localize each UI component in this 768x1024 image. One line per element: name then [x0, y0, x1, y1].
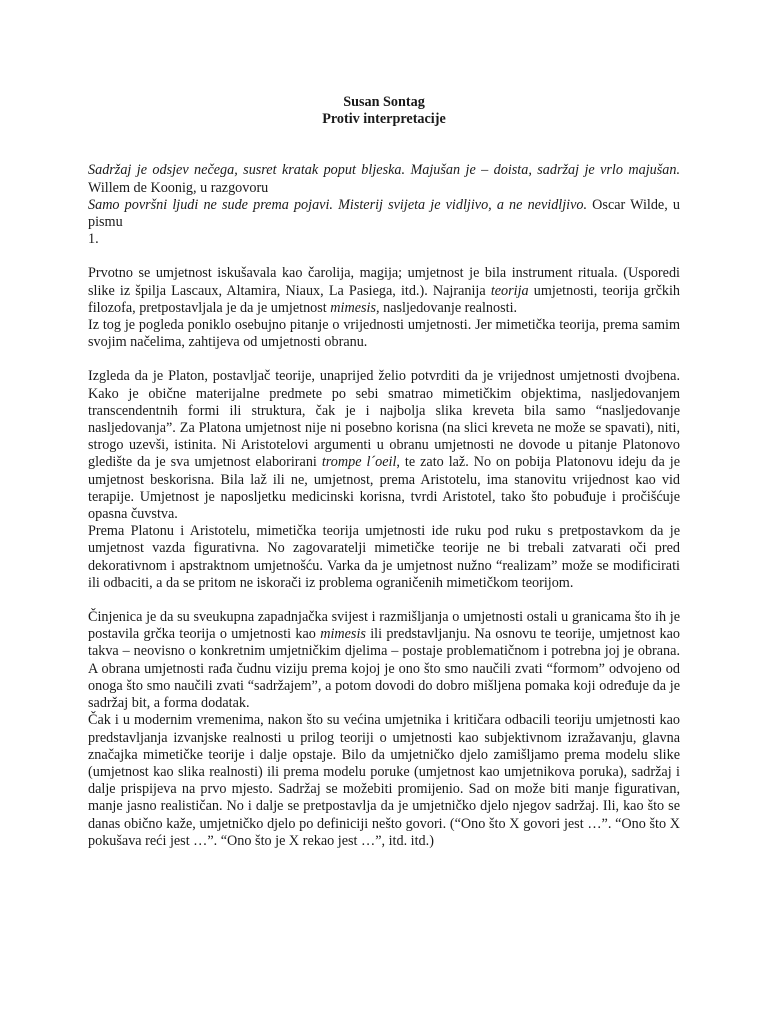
- paragraph-6: Čak i u modernim vremenima, nakon što su većina umjetnika i kritičara odbacili teoriju umjetnosti kao predstavljanja izvanjske realnosti u prilog teoriji o umjetnosti kao subjektivnom izražavanju, glavna značajka mimetičke teorije i dalje opstaje. Bilo da umjetničko djelo zamišljamo prema modelu slike (umjetnost kao slika realnosti) ili prema modelu poruke (umjetnost kao umjetnikova poruka), sadržaj i dalje prispijeva na prvo mjesto. Sadržaj se možebiti promijenio. Sad on može biti manje figurativan, manje jasno realističan. No i dalje se pretpostavlja da je umjetničko djelo njegov sadržaj. Ili, kao što se danas obično kaže, umjetničko djelo po definiciji nešto govori. (“Ono što X govori jest …”. “Ono što X pokušava reći jest …”. “Ono što je X rekao jest …”, itd. itd.): [88, 712, 680, 849]
- spacer: [88, 145, 680, 162]
- epigraph-2-quote: Samo površni ljudi ne sude prema pojavi. Misterij svijeta je vidljivo, a ne nevidljivo.: [88, 196, 588, 213]
- epigraph-2-attribution: Oscar Wilde, u pismu: [88, 196, 680, 231]
- epigraph-2: [88, 197, 680, 231]
- paragraph-3-text-c: , te zato laž. No on pobija Platonovu ideju da je umjetnost beskorisna. Bila laž ili ne, umjetnost, prema Aristotelu, ima stanovitu vrijednost kao vid terapije. Umjetnost je naposljetku medicinski korisna, tvrdi Aristotel, tako što pobuđuje i pročišćuje opasna čuvstva.: [88, 454, 681, 523]
- document-page: [88, 94, 680, 850]
- paragraph-2: Iz tog je pogleda poniklo osebujno pitanje o vrijednosti umjetnosti. Jer mimetička teorija, prema samim svojim načelima, zahtijeva od umjetnosti obranu.: [88, 317, 680, 351]
- paragraph-1-text-a: Prvotno se umjetnost iskušavala kao čarolija, magija; umjetnost je bila instrument rituala. (Usporedi slike iz špilja Lascaux, Altamira, Niaux, La Pasiega, itd.). Najranija: [88, 265, 680, 299]
- paragraph-5: [88, 609, 680, 712]
- section-number: 1.: [88, 231, 99, 248]
- paragraph-1-text-e: , nasljedovanje realnosti.: [376, 299, 518, 316]
- paragraph-1-emphasis-mimesis: mimesis: [330, 299, 377, 316]
- paragraph-4: Prema Platonu i Aristotelu, mimetička teorija umjetnosti ide ruku pod ruku s pretpostavkom da je umjetnost vazda figurativna. No zagovaratelji mimetičke teorije ne bi trebali zatvarati oči pred dekorativnom i apstraktnom umjetnošću. Varka da je umjetnost nužno “realizam” može se modificirati ili odbaciti, a da se pritom ne iskorači iz problema ograničenih mimetičkom teorijom.: [88, 523, 680, 591]
- spacer: [88, 128, 680, 145]
- spacer: [88, 248, 680, 265]
- epigraph-1: [88, 162, 680, 196]
- paragraph-1-emphasis-teorija: teorija: [490, 282, 529, 299]
- paragraph-5-text-c: ili predstavljanju. Na osnovu te teorije, umjetnost kao takva – neovisno o konkretnim umjetničkim djelima – postaje problematičnom i potrebna joj je obrana. A obrana umjetnosti rađa čudnu viziju prema kojoj je ono što smo naučili zvati “formom” odvojeno od onoga što smo naučili zvati “sadržajem”, a potom dovodi do dobro mišljena pomaka koji određuje da je sadržaj bit, a forma dodatak.: [88, 626, 680, 712]
- paragraph-3-emphasis-trompe-loeil: trompe l´oeil: [321, 454, 397, 471]
- paragraph-1: [88, 265, 680, 317]
- spacer: [88, 592, 680, 609]
- epigraph-1-quote: Sadržaj je odsjev nečega, susret kratak poput bljeska. Majušan je – doista, sadržaj je vrlo majušan.: [88, 162, 680, 179]
- essay-title: Protiv interpretacije: [322, 111, 446, 128]
- paragraph-1-text-c: umjetnosti, teorija grčkih filozofa, pretpostavljala je da je umjetnost: [88, 282, 681, 316]
- paragraph-3: [88, 368, 680, 523]
- epigraph-1-attribution: Willem de Koonig, u razgovoru: [88, 179, 269, 196]
- spacer: [88, 351, 680, 368]
- paragraph-5-text-a: Činjenica je da su sveukupna zapadnjačka svijest i razmišljanja o umjetnosti ostali u granicama što ih je postavila grčka teorija o umjetnosti kao: [88, 609, 680, 643]
- paragraph-5-emphasis-mimesis: mimesis: [320, 626, 366, 643]
- paragraph-3-text-a: Izgleda da je Platon, postavljač teorije, unaprijed želio potvrditi da je vrijednost umjetnosti dvojbena. Kako je obične materijalne predmete po sebi smatrao mimetičkim objektima, nasljedovanjem transcendentnih formi ili struktura, čak je i najbolja slika kreveta bila samo “nasljedovanje nasljedovanja”. Za Platona umjetnost nije ni posebno korisna (na slici kreveta ne može se spavati), niti, strogo uzevši, istinita. Ni Aristotelovi argumenti u obranu umjetnosti ne dovode u pitanje Platonovo gledište da je sva umjetnost elaborirani: [88, 368, 680, 471]
- author-heading: Susan Sontag: [343, 94, 425, 110]
